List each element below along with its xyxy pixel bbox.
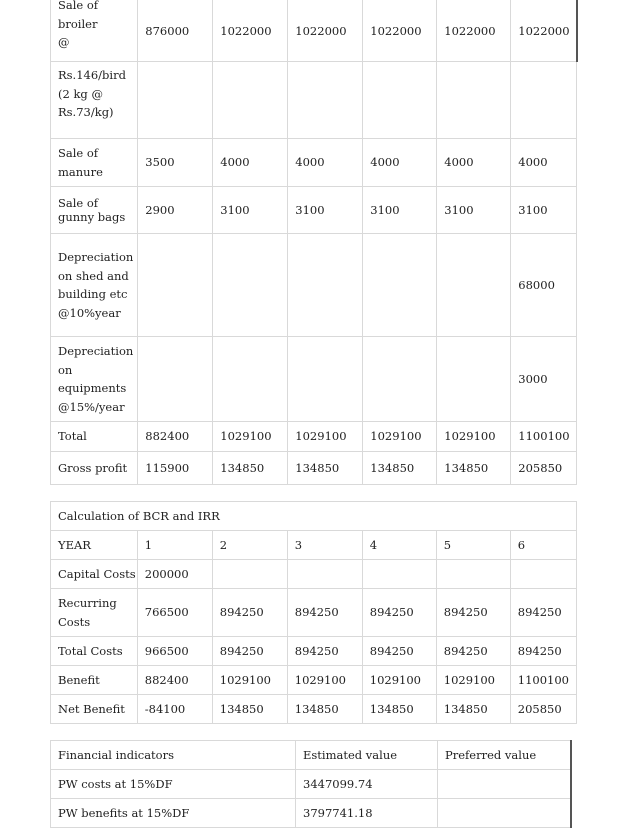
cell: 134850	[212, 695, 287, 724]
row-label: Total	[51, 422, 138, 452]
cell	[288, 337, 363, 422]
cell: 3100	[511, 187, 577, 234]
cell: 966500	[137, 637, 212, 666]
row-label: Gross profit	[51, 452, 138, 485]
cell: 1029100	[288, 422, 363, 452]
cell	[213, 337, 288, 422]
row-label: Total Costs	[51, 637, 138, 666]
preferred-value	[438, 799, 571, 828]
row-label: Sale of manure	[51, 139, 138, 187]
table-row	[51, 422, 577, 452]
cell	[437, 337, 511, 422]
cell: 766500	[137, 589, 212, 637]
table-header-row	[51, 531, 577, 560]
cell	[212, 560, 287, 589]
cell: 4000	[288, 139, 363, 187]
cell: 4000	[511, 139, 577, 187]
cell	[511, 62, 577, 139]
cell	[363, 234, 437, 337]
cell: 3100	[213, 187, 288, 234]
estimated-value: 3797741.18	[296, 799, 438, 828]
row-label: Recurring Costs	[51, 589, 138, 637]
year-cell: 1	[137, 531, 212, 560]
cell: 1029100	[363, 422, 437, 452]
preferred-value	[438, 770, 571, 799]
cell	[362, 560, 436, 589]
cell: 3100	[437, 187, 511, 234]
cell	[437, 62, 511, 139]
year-cell: 3	[287, 531, 362, 560]
column-divider	[571, 770, 583, 799]
row-label: Depreciation on equipments @15%/year	[51, 337, 138, 422]
cell: 1022000	[437, 0, 511, 62]
row-label: Depreciation on shed and building etc@10%year	[51, 234, 138, 337]
cell: 1029100	[287, 666, 362, 695]
table-row	[51, 799, 583, 828]
cell	[138, 234, 213, 337]
cell	[510, 560, 576, 589]
table-row	[51, 234, 577, 337]
row-label: PW costs at 15%DF	[51, 770, 296, 799]
cell: 134850	[287, 695, 362, 724]
cell: 4000	[213, 139, 288, 187]
cell: 1029100	[437, 422, 511, 452]
table-row	[51, 337, 577, 422]
year-cell: 5	[436, 531, 510, 560]
table-row	[51, 0, 577, 62]
cell: 134850	[362, 695, 436, 724]
row-label: Net Benefit	[51, 695, 138, 724]
cell: 3500	[138, 139, 213, 187]
column-divider	[571, 741, 583, 770]
cell: 134850	[213, 452, 288, 485]
cell	[287, 560, 362, 589]
cell: 894250	[510, 589, 576, 637]
cell: 1029100	[362, 666, 436, 695]
cell: 882400	[137, 666, 212, 695]
column-divider	[571, 799, 583, 828]
cell: 3100	[363, 187, 437, 234]
cell: 200000	[137, 560, 212, 589]
cell: 134850	[363, 452, 437, 485]
cell: 894250	[362, 589, 436, 637]
cell: 894250	[287, 589, 362, 637]
year-cell: 4	[362, 531, 436, 560]
table-row	[51, 452, 577, 485]
cell	[288, 234, 363, 337]
table-header-row	[51, 741, 583, 770]
row-label: Rs.146/bird (2 kg @ Rs.73/kg)	[51, 62, 138, 139]
cell	[138, 62, 213, 139]
cell: 3100	[288, 187, 363, 234]
table-row	[51, 637, 577, 666]
row-label: Sale of broiler @	[51, 0, 138, 62]
cell: 894250	[436, 589, 510, 637]
cell: 205850	[510, 695, 576, 724]
row-label: Benefit	[51, 666, 138, 695]
cell: 1022000	[363, 0, 437, 62]
cell: 4000	[363, 139, 437, 187]
cell	[436, 560, 510, 589]
table-row	[51, 560, 577, 589]
cell	[288, 62, 363, 139]
table-row	[51, 695, 577, 724]
cell: 68000	[511, 234, 577, 337]
cell	[213, 234, 288, 337]
cell: 882400	[138, 422, 213, 452]
row-label: PW benefits at 15%DF	[51, 799, 296, 828]
row-label: Capital Costs	[51, 560, 138, 589]
income-table	[50, 0, 578, 485]
cell: 894250	[436, 637, 510, 666]
year-cell: 6	[510, 531, 576, 560]
table-row	[51, 589, 577, 637]
column-header: Preferred value	[438, 741, 571, 770]
cell: 894250	[287, 637, 362, 666]
cell	[363, 62, 437, 139]
table-caption: Calculation of BCR and IRR	[51, 502, 577, 531]
cell: 4000	[437, 139, 511, 187]
column-header: Financial indicators	[51, 741, 296, 770]
cell	[437, 234, 511, 337]
year-header: YEAR	[51, 531, 138, 560]
cell: 1029100	[212, 666, 287, 695]
cell: 1029100	[436, 666, 510, 695]
table-row	[51, 666, 577, 695]
table-row	[51, 770, 583, 799]
cell: 894250	[510, 637, 576, 666]
table-row	[51, 62, 577, 139]
cell: -84100	[137, 695, 212, 724]
cell: 894250	[362, 637, 436, 666]
financial-indicators-table	[50, 740, 583, 828]
cell	[363, 337, 437, 422]
cell: 134850	[436, 695, 510, 724]
estimated-value: 3447099.74	[296, 770, 438, 799]
cell: 205850	[511, 452, 577, 485]
table-row	[51, 187, 577, 234]
table-row	[51, 139, 577, 187]
cell: 3000	[511, 337, 577, 422]
cell: 134850	[288, 452, 363, 485]
cell: 134850	[437, 452, 511, 485]
cell: 894250	[212, 589, 287, 637]
table-caption-row	[51, 502, 577, 531]
cell	[213, 62, 288, 139]
cell: 876000	[138, 0, 213, 62]
cell: 1022000	[288, 0, 363, 62]
cell: 1100100	[511, 422, 577, 452]
cell: 894250	[212, 637, 287, 666]
cell	[138, 337, 213, 422]
column-header: Estimated value	[296, 741, 438, 770]
cell: 2900	[138, 187, 213, 234]
cell: 1100100	[510, 666, 576, 695]
year-cell: 2	[212, 531, 287, 560]
row-label: Sale of gunny bags	[51, 187, 138, 234]
cell: 1029100	[213, 422, 288, 452]
cell: 1022000	[511, 0, 577, 62]
cell: 1022000	[213, 0, 288, 62]
cell: 115900	[138, 452, 213, 485]
bcr-irr-table	[50, 501, 577, 724]
